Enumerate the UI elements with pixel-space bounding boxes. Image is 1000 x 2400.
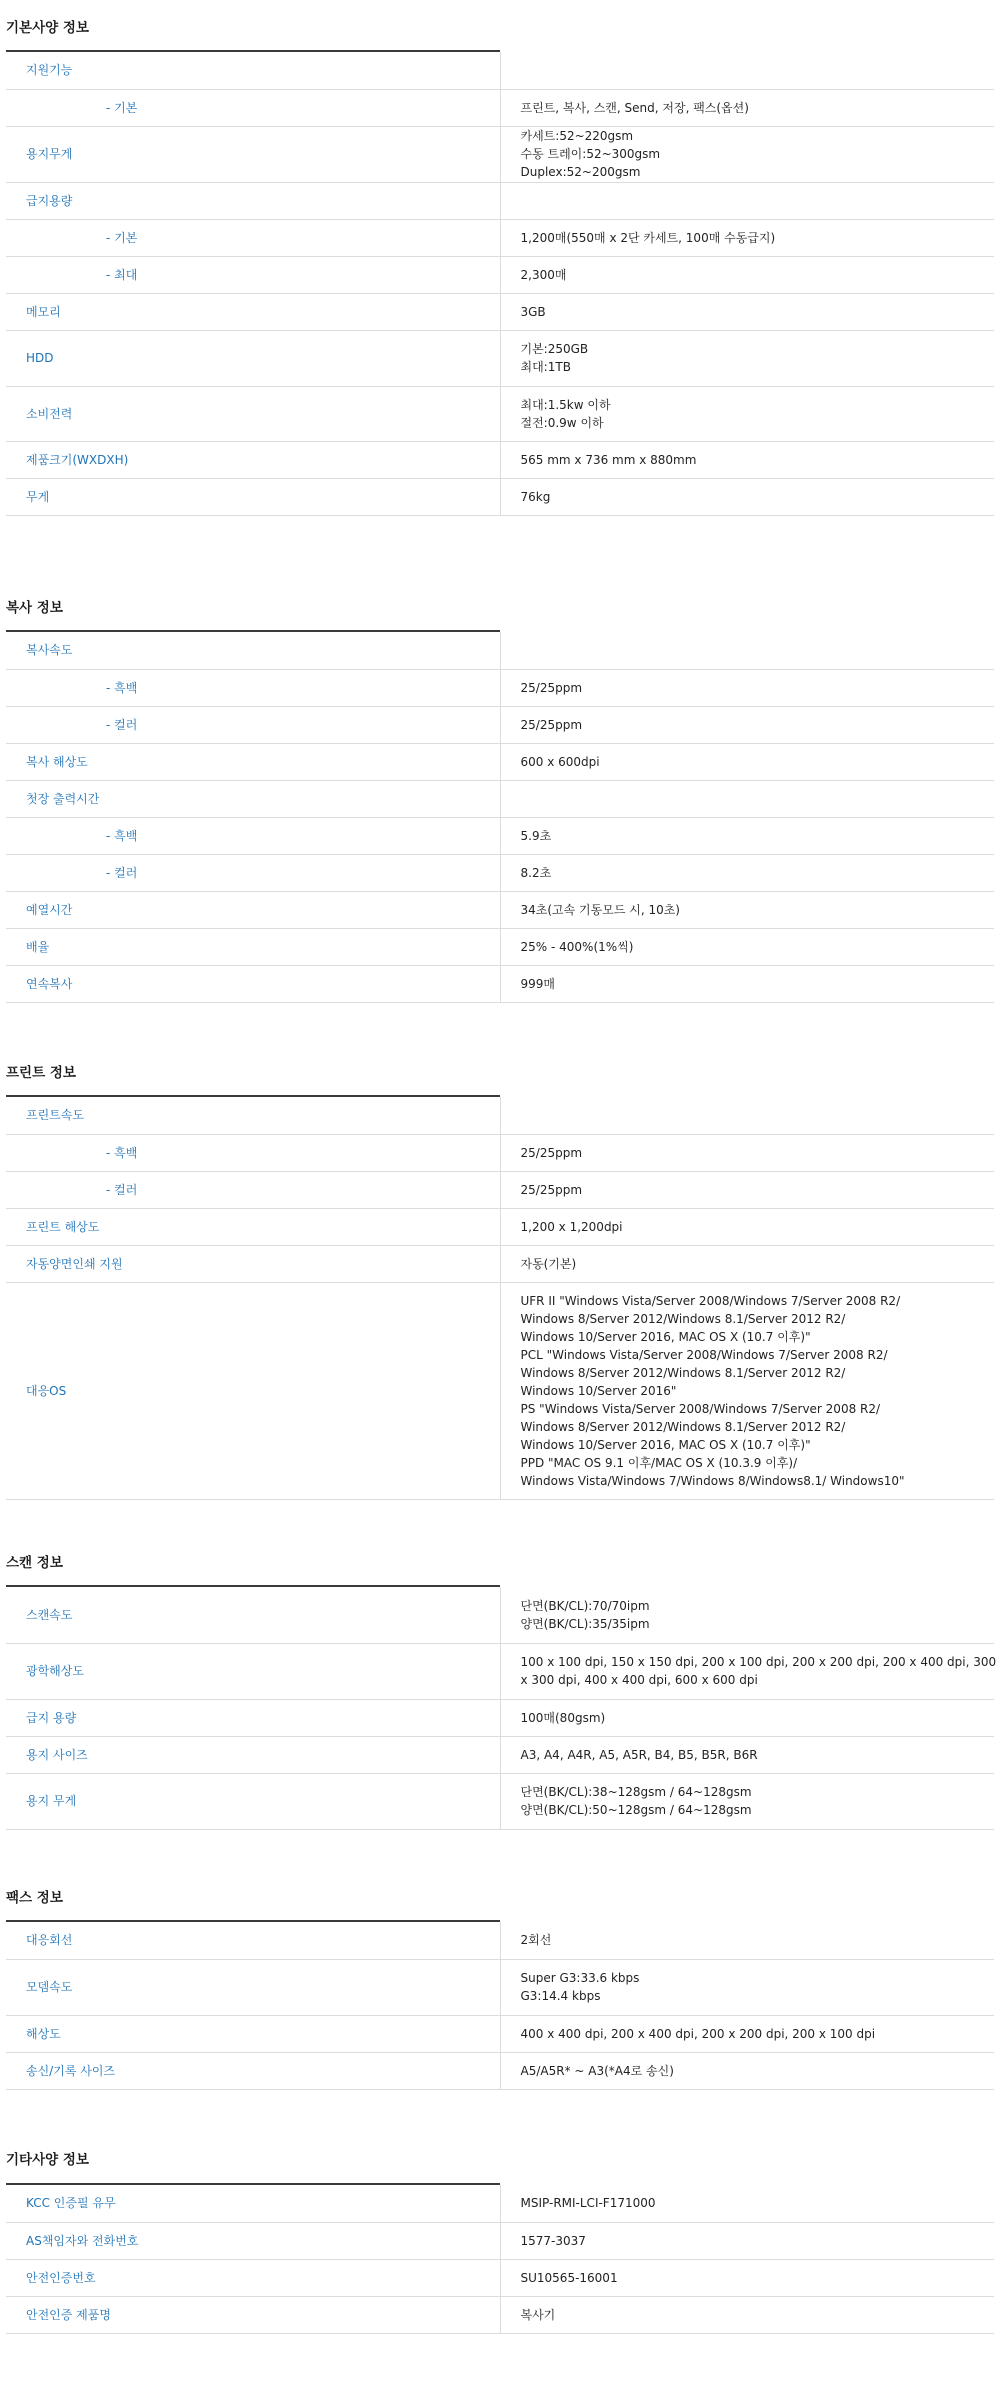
spec-label: - 흑백 <box>6 1134 500 1171</box>
spec-value <box>500 632 994 669</box>
spec-value-line: 양면(BK/CL):35/35ipm <box>520 1616 650 1631</box>
spec-value-line: PCL "Windows Vista/Server 2008/Windows 7/Server 2008 R2/ <box>520 1347 888 1362</box>
spec-row <box>6 219 994 256</box>
spec-value <box>500 2259 994 2296</box>
spec-label: 복사 해상도 <box>6 743 500 780</box>
spec-label: 송신/기록 사이즈 <box>6 2052 500 2089</box>
spec-row <box>6 478 994 515</box>
spec-value <box>500 743 994 780</box>
spec-row <box>6 293 994 330</box>
spec-label: - 기본 <box>6 219 500 256</box>
spec-value-line: 100 x 100 dpi, 150 x 150 dpi, 200 x 100 dpi, 200 x 200 dpi, 200 x 400 dpi, 300 <box>520 1655 997 1669</box>
spec-label: 용지 무게 <box>6 1773 500 1829</box>
spec-value-line: Windows 10/Server 2016, MAC OS X (10.7 이후)" <box>520 1437 811 1452</box>
spec-row <box>6 52 994 89</box>
spec-row <box>6 2222 994 2259</box>
spec-value <box>500 441 994 478</box>
spec-row <box>6 441 994 478</box>
spec-label: 프린트속도 <box>6 1097 500 1134</box>
spec-label: 예열시간 <box>6 891 500 928</box>
spec-label: 지원기능 <box>6 52 500 89</box>
spec-row <box>6 965 994 1002</box>
spec-value-line: 1,200 x 1,200dpi <box>520 1219 623 1234</box>
spec-row <box>6 632 994 669</box>
spec-row <box>6 1134 994 1171</box>
spec-value-line: 자동(기본) <box>520 1256 577 1271</box>
spec-row <box>6 256 994 293</box>
spec-value <box>500 1587 994 1643</box>
spec-label: 대응회선 <box>6 1922 500 1959</box>
spec-label: 복사속도 <box>6 632 500 669</box>
spec-value-line: Windows 10/Server 2016" <box>520 1383 677 1398</box>
spec-value <box>500 817 994 854</box>
spec-row <box>6 386 994 441</box>
spec-value-line: 절전:0.9w 이하 <box>520 415 604 430</box>
spec-row <box>6 1171 994 1208</box>
spec-value-line: Windows Vista/Windows 7/Windows 8/Windows8.1/ Windows10" <box>520 1473 905 1488</box>
spec-label: 프린트 해상도 <box>6 1208 500 1245</box>
spec-value-line: 3GB <box>520 304 546 319</box>
spec-value <box>500 126 994 182</box>
spec-value-line: Windows 10/Server 2016, MAC OS X (10.7 이후)" <box>520 1329 811 1344</box>
spec-label: 모뎀속도 <box>6 1959 500 2015</box>
spec-label: 급지 용량 <box>6 1699 500 1736</box>
spec-table <box>6 52 994 516</box>
spec-label: HDD <box>6 330 500 386</box>
spec-label: AS책임자와 전화번호 <box>6 2222 500 2259</box>
spec-value <box>500 219 994 256</box>
spec-value <box>500 386 994 441</box>
spec-value <box>500 1282 994 1499</box>
spec-value-line: 카세트:52~220gsm <box>520 129 634 143</box>
spec-value <box>500 330 994 386</box>
spec-value-line: Windows 8/Server 2012/Windows 8.1/Server 2012 R2/ <box>520 1419 846 1434</box>
spec-row <box>6 182 994 219</box>
spec-value-line: 복사기 <box>520 2307 556 2322</box>
spec-value <box>500 928 994 965</box>
spec-value <box>500 293 994 330</box>
spec-row <box>6 89 994 126</box>
spec-row <box>6 330 994 386</box>
spec-label: 해상도 <box>6 2015 500 2052</box>
spec-value <box>500 780 994 817</box>
spec-label: 소비전력 <box>6 386 500 441</box>
spec-value <box>500 854 994 891</box>
spec-value <box>500 89 994 126</box>
spec-label: 안전인증 제품명 <box>6 2296 500 2333</box>
spec-label: - 컬러 <box>6 706 500 743</box>
spec-table <box>6 1097 994 1500</box>
spec-row <box>6 2052 994 2089</box>
spec-label: - 흑백 <box>6 817 500 854</box>
spec-table <box>6 632 994 1003</box>
spec-row <box>6 126 994 182</box>
spec-value <box>500 2222 994 2259</box>
spec-value <box>500 965 994 1002</box>
spec-value <box>500 1736 994 1773</box>
spec-value-line: Duplex:52~200gsm <box>520 165 641 179</box>
spec-label: 첫장 출력시간 <box>6 780 500 817</box>
spec-value <box>500 2185 994 2222</box>
spec-table <box>6 1587 997 1830</box>
spec-value-line: 25/25ppm <box>520 1182 583 1197</box>
spec-value <box>500 706 994 743</box>
spec-value-line: 34초(고속 기동모드 시, 10초) <box>520 902 680 917</box>
spec-value-line: 단면(BK/CL):70/70ipm <box>520 1598 650 1613</box>
spec-row <box>6 2185 994 2222</box>
spec-row <box>6 706 994 743</box>
spec-value <box>500 1097 994 1134</box>
spec-value-line: 76kg <box>520 489 551 504</box>
spec-value-line: 400 x 400 dpi, 200 x 400 dpi, 200 x 200 dpi, 200 x 100 dpi <box>520 2026 876 2041</box>
spec-value-line: 1577-3037 <box>520 2233 586 2248</box>
spec-row <box>6 891 994 928</box>
spec-label: - 컬러 <box>6 1171 500 1208</box>
spec-row <box>6 2015 994 2052</box>
spec-row <box>6 1922 994 1959</box>
spec-row <box>6 1773 994 1829</box>
spec-value <box>500 1245 994 1282</box>
spec-value-line: 양면(BK/CL):50~128gsm / 64~128gsm <box>520 1803 752 1817</box>
spec-label: 용지무게 <box>6 126 500 182</box>
spec-value-line: MSIP-RMI-LCI-F171000 <box>520 2196 656 2211</box>
spec-value <box>500 1922 994 1959</box>
spec-label: - 최대 <box>6 256 500 293</box>
spec-value-line: 최대:1.5kw 이하 <box>520 397 611 412</box>
spec-table <box>6 2185 994 2334</box>
spec-label: 안전인증번호 <box>6 2259 500 2296</box>
spec-row <box>6 1245 994 1282</box>
spec-table <box>6 1922 994 2090</box>
spec-row <box>6 1208 994 1245</box>
spec-value <box>500 1208 994 1245</box>
section-title: 스캔 정보 <box>6 1555 63 1571</box>
spec-value <box>500 669 994 706</box>
spec-row <box>6 743 994 780</box>
spec-value-line: 단면(BK/CL):38~128gsm / 64~128gsm <box>520 1785 752 1799</box>
spec-label: - 기본 <box>6 89 500 126</box>
section-title: 기타사양 정보 <box>6 2152 89 2168</box>
spec-row <box>6 2296 994 2333</box>
spec-label: 용지 사이즈 <box>6 1736 500 1773</box>
spec-value <box>500 2296 994 2333</box>
spec-value <box>500 2052 994 2089</box>
spec-label: 대응OS <box>6 1282 500 1499</box>
spec-value-line: 1,200매(550매 x 2단 카세트, 100매 수동급지) <box>520 230 776 245</box>
spec-row <box>6 928 994 965</box>
section-title: 프린트 정보 <box>6 1065 76 1081</box>
spec-value-line: x 300 dpi, 400 x 400 dpi, 600 x 600 dpi <box>520 1673 758 1687</box>
spec-value <box>500 1699 994 1736</box>
spec-value-line: SU10565-16001 <box>520 2270 618 2285</box>
section-title: 기본사양 정보 <box>6 20 89 36</box>
spec-row <box>6 2259 994 2296</box>
section-title: 팩스 정보 <box>6 1890 63 1906</box>
spec-value <box>500 182 994 219</box>
spec-label: 광학해상도 <box>6 1643 500 1699</box>
spec-value-line: 25/25ppm <box>520 1145 583 1160</box>
spec-label: - 컬러 <box>6 854 500 891</box>
spec-value-line: PPD "MAC OS 9.1 이후/MAC OS X (10.3.9 이후)/ <box>520 1455 798 1470</box>
spec-value <box>500 1171 994 1208</box>
spec-value <box>500 1134 994 1171</box>
spec-value-line: PS "Windows Vista/Server 2008/Windows 7/Server 2008 R2/ <box>520 1401 881 1416</box>
spec-label: 메모리 <box>6 293 500 330</box>
spec-label: - 흑백 <box>6 669 500 706</box>
spec-value-line: 최대:1TB <box>520 360 571 374</box>
spec-value-line: 5.9초 <box>520 828 552 843</box>
spec-row <box>6 1097 994 1134</box>
spec-row <box>6 854 994 891</box>
spec-value-line: Windows 8/Server 2012/Windows 8.1/Server 2012 R2/ <box>520 1311 846 1326</box>
spec-label: 급지용량 <box>6 182 500 219</box>
spec-value-line: 2,300매 <box>520 267 567 282</box>
spec-row <box>6 1643 994 1699</box>
spec-label: 연속복사 <box>6 965 500 1002</box>
section-title: 복사 정보 <box>6 600 63 616</box>
spec-label: 제품크기(WXDXH) <box>6 441 500 478</box>
spec-value-line: G3:14.4 kbps <box>520 1989 601 2003</box>
spec-value-line: 프린트, 복사, 스캔, Send, 저장, 팩스(옵션) <box>520 100 749 115</box>
spec-value <box>500 1643 997 1699</box>
spec-value-line: A3, A4, A4R, A5, A5R, B4, B5, B5R, B6R <box>520 1747 758 1762</box>
spec-value-line: Windows 8/Server 2012/Windows 8.1/Server 2012 R2/ <box>520 1365 846 1380</box>
spec-label: 자동양면인쇄 지원 <box>6 1245 500 1282</box>
spec-value-line: 999매 <box>520 976 555 991</box>
spec-row <box>6 1587 994 1643</box>
spec-value-line: A5/A5R* ~ A3(*A4로 송신) <box>520 2063 674 2078</box>
spec-value-line: 25/25ppm <box>520 717 583 732</box>
spec-row <box>6 1736 994 1773</box>
spec-value <box>500 478 994 515</box>
spec-label: 배율 <box>6 928 500 965</box>
spec-value <box>500 1773 994 1829</box>
spec-label: 스캔속도 <box>6 1587 500 1643</box>
spec-value <box>500 1959 994 2015</box>
spec-value-line: 수동 트레이:52~300gsm <box>520 147 661 161</box>
spec-row <box>6 669 994 706</box>
spec-value-line: 100매(80gsm) <box>520 1710 606 1725</box>
spec-value-line: 8.2초 <box>520 865 552 880</box>
spec-value-line: Super G3:33.6 kbps <box>520 1971 640 1985</box>
spec-row <box>6 780 994 817</box>
spec-value <box>500 256 994 293</box>
spec-value <box>500 52 994 89</box>
spec-value-line: 600 x 600dpi <box>520 754 600 769</box>
spec-value-line: 565 mm x 736 mm x 880mm <box>520 452 697 467</box>
spec-row <box>6 1282 994 1499</box>
spec-value <box>500 891 994 928</box>
spec-value-line: 25/25ppm <box>520 680 583 695</box>
spec-value-line: UFR II "Windows Vista/Server 2008/Windows 7/Server 2008 R2/ <box>520 1293 901 1308</box>
spec-row <box>6 1959 994 2015</box>
spec-label: KCC 인증필 유무 <box>6 2185 500 2222</box>
spec-row <box>6 1699 994 1736</box>
spec-value-line: 기본:250GB <box>520 342 589 356</box>
spec-label: 무게 <box>6 478 500 515</box>
spec-value <box>500 2015 994 2052</box>
spec-value-line: 25% - 400%(1%씩) <box>520 939 634 954</box>
spec-value-line: 2회선 <box>520 1933 552 1948</box>
spec-row <box>6 817 994 854</box>
